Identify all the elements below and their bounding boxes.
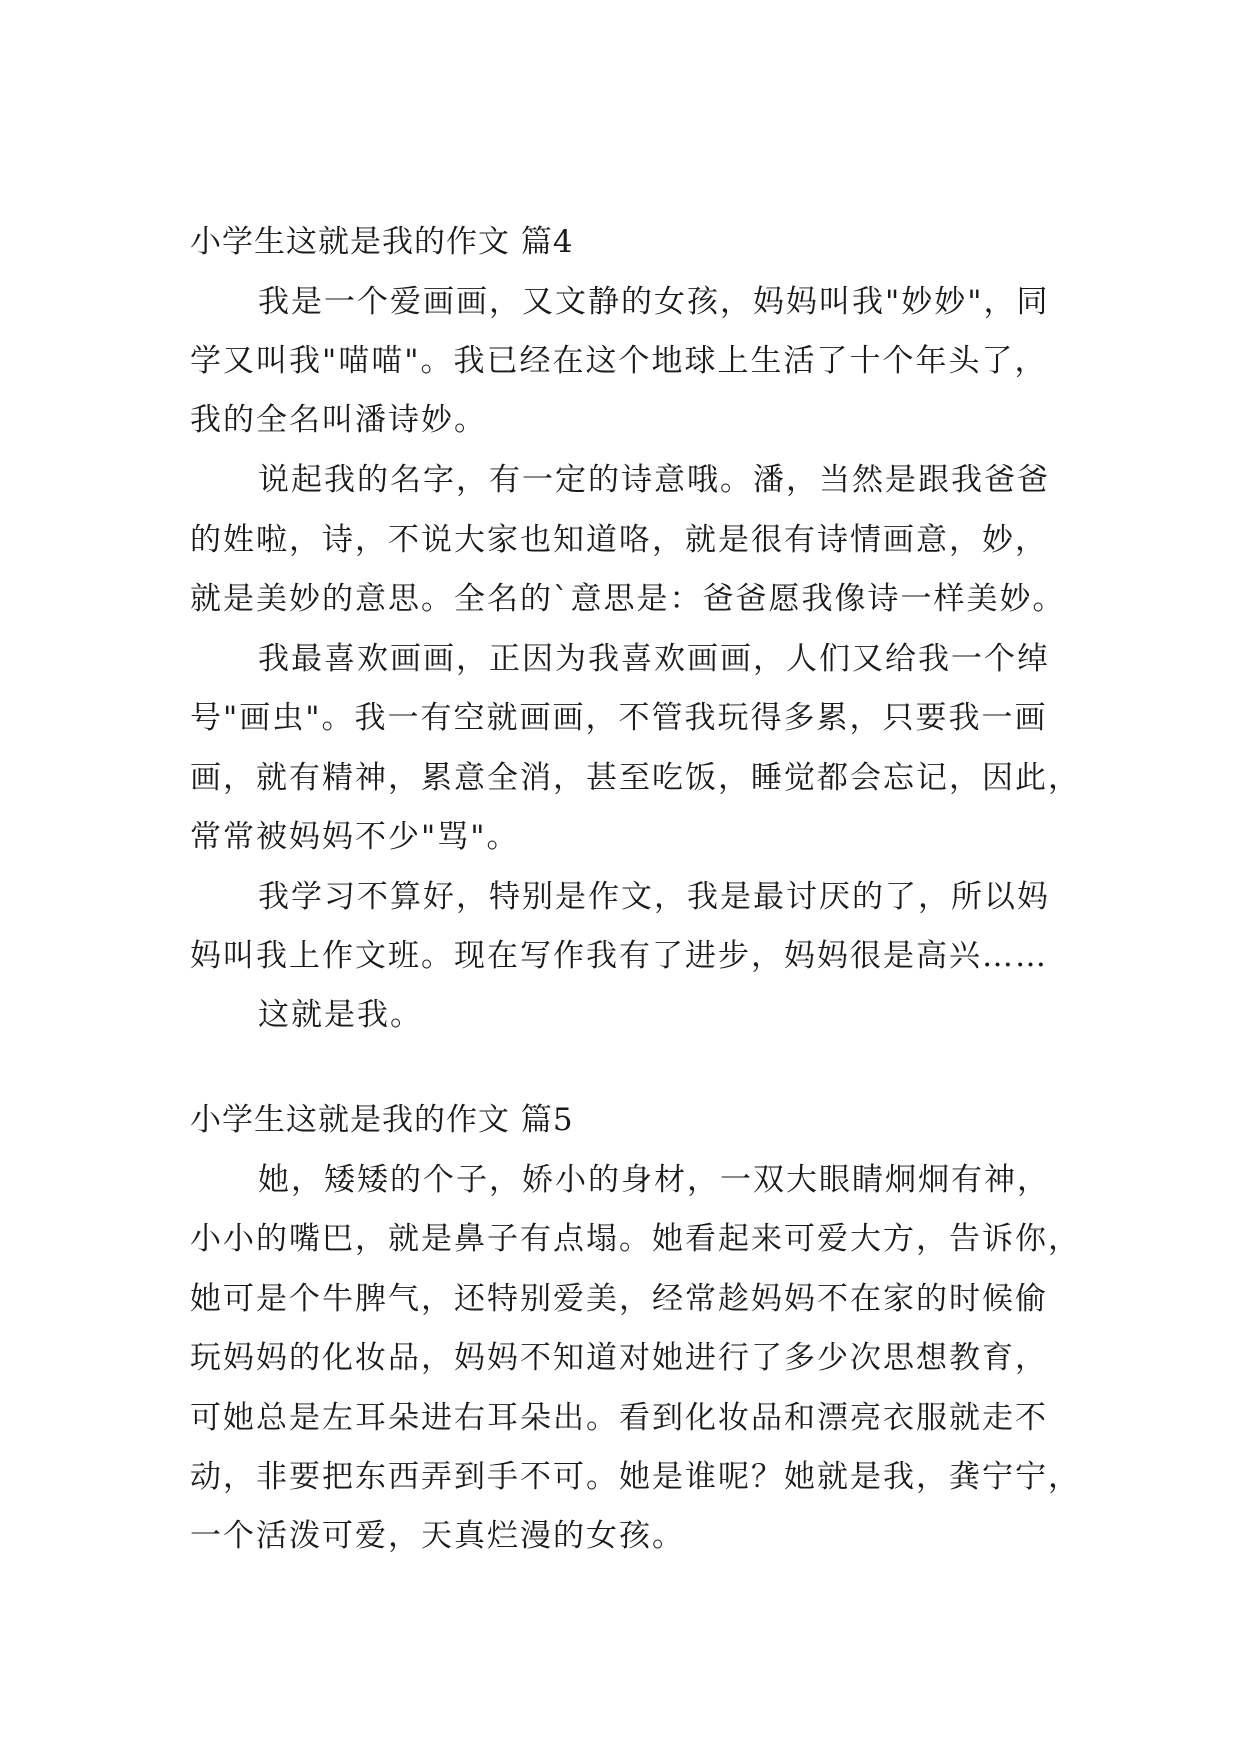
- essay4-line: 学又叫我"喵喵"。我已经在这个地球上生活了十个年头了，: [190, 343, 1048, 379]
- essay5-line: 一个活泼可爱，天真烂漫的女孩。: [190, 1518, 685, 1554]
- essay4-line: 我的全名叫潘诗妙。: [190, 402, 487, 438]
- essay5-line: 她，矮矮的个子，娇小的身材，一双大眼睛炯炯有神，: [258, 1162, 1050, 1198]
- essay5-line: 可她总是左耳朵进右耳朵出。看到化妆品和漂亮衣服就走不: [190, 1400, 1048, 1436]
- essay4-line: 我是一个爱画画，又文静的女孩，妈妈叫我"妙妙"，同: [258, 284, 1050, 320]
- essay5-title: 小学生这就是我的作文 篇5: [190, 1102, 574, 1138]
- essay5-line: 玩妈妈的化妆品，妈妈不知道对她进行了多少次思想教育，: [190, 1340, 1048, 1376]
- essay4-line: 这就是我。: [258, 997, 423, 1033]
- essay4-line: 的姓啦，诗，不说大家也知道咯，就是很有诗情画意，妙，: [190, 522, 1048, 558]
- essay4-title: 小学生这就是我的作文 篇4: [190, 224, 574, 260]
- essay5-line: 她可是个牛脾气，还特别爱美，经常趁妈妈不在家的时候偷: [190, 1281, 1048, 1317]
- essay4-line: 就是美妙的意思。全名的`意思是：爸爸愿我像诗一样美妙。: [190, 581, 1066, 617]
- essay4-line: 妈叫我上作文班。现在写作我有了进步，妈妈很是高兴……: [190, 938, 1048, 974]
- essay4-line: 号"画虫"。我一有空就画画，不管我玩得多累，只要我一画: [190, 700, 1048, 736]
- essay4-line: 我最喜欢画画，正因为我喜欢画画，人们又给我一个绰: [258, 641, 1050, 677]
- essay4-line: 我学习不算好，特别是作文，我是最讨厌的了，所以妈: [258, 879, 1050, 915]
- essay5-line: 动，非要把东西弄到手不可。她是谁呢？她就是我，龚宁宁，: [190, 1459, 1081, 1495]
- essay5-line: 小小的嘴巴，就是鼻子有点塌。她看起来可爱大方，告诉你，: [190, 1221, 1081, 1257]
- essay4-line: 说起我的名字，有一定的诗意哦。潘，当然是跟我爸爸: [258, 462, 1050, 498]
- essay4-line: 常常被妈妈不少"骂"。: [190, 819, 520, 855]
- essay4-line: 画，就有精神，累意全消，甚至吃饭，睡觉都会忘记，因此，: [190, 760, 1081, 796]
